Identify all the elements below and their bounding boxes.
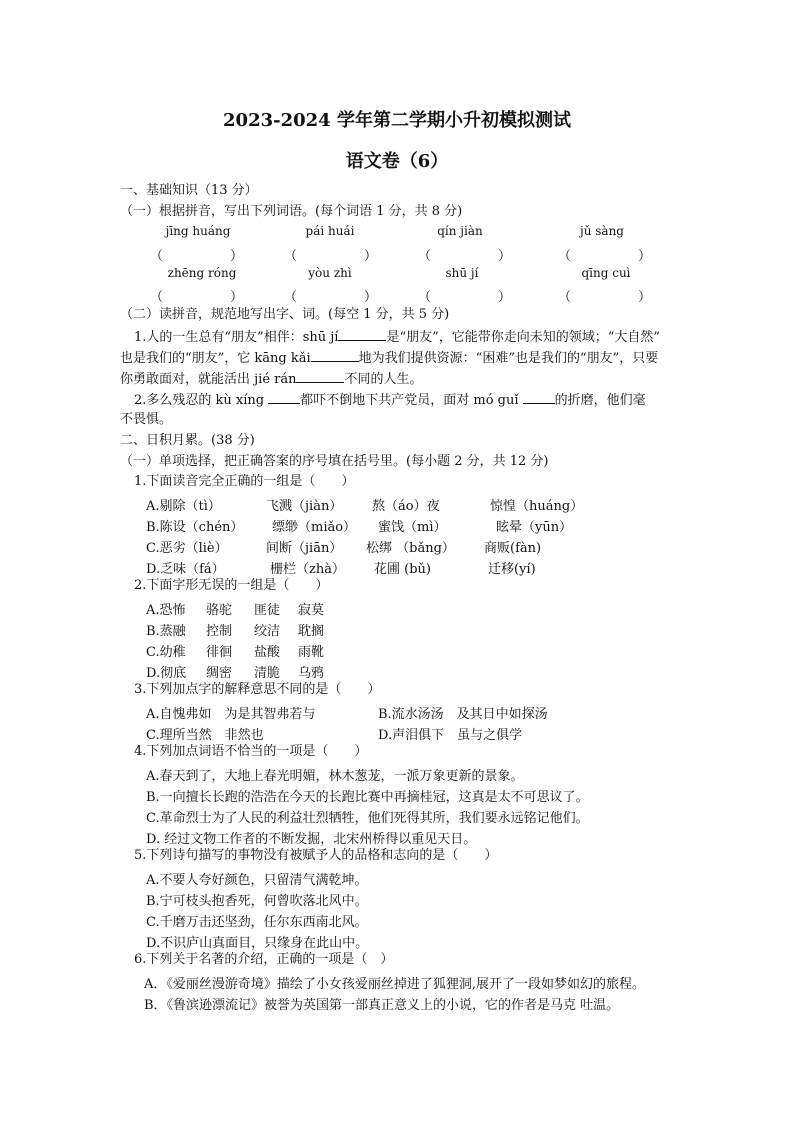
pinyin-prompt: qín jiàn (437, 224, 483, 238)
answer-paren-open: （ (418, 249, 432, 264)
answer-paren-close: ） (498, 290, 512, 305)
option-item: 绞洁 (254, 624, 281, 639)
option-item: 栅栏（zhà） (270, 562, 345, 577)
option-item: 绸密 (206, 666, 233, 681)
answer-paren-open: （ (284, 249, 298, 264)
option-item: 眩晕（yūn） (496, 520, 573, 535)
option-item: 惊惶（huáng） (490, 499, 584, 514)
answer-paren-close: ） (230, 249, 244, 264)
pinyin-prompt: zhēng róng (167, 266, 237, 280)
option-item: 熬（áo）夜 (372, 499, 440, 514)
option-item: A.恐怖 (146, 603, 186, 618)
pinyin-prompt: jǔ sàng (580, 224, 624, 238)
section-heading: 一、基础知识（13 分） (120, 183, 258, 198)
pinyin-prompt: yòu zhì (308, 266, 352, 280)
option-item: D.彻底 (146, 666, 187, 681)
option-item: A.不要人夸好颜色，只留清气满乾坤。 (146, 873, 368, 888)
option-item: B.流水汤汤 及其日中如探汤 (378, 707, 548, 722)
question-stem: 5.下列诗句描写的事物没有被赋予人的品格和志向的是（ ） (134, 848, 498, 863)
fill-text: 不同的人生。 (344, 372, 423, 387)
option-item: 商贩(fàn) (484, 541, 542, 556)
option-item: 徘徊 (206, 645, 233, 660)
answer-blank[interactable] (296, 370, 344, 383)
fill-text: 地为我们提供资源：“困难”也是我们的“朋友”，只要 (358, 351, 659, 366)
option-item: 迁移(yí) (488, 562, 536, 577)
option-item: 蜜饯（mì） (378, 520, 447, 535)
option-item: 间断（jiān） (266, 541, 343, 556)
option-item: A．《爱丽丝漫游奇境》描绘了小女孩爱丽丝掉进了狐狸洞,展开了一段如梦如幻的旅程。 (144, 977, 646, 992)
answer-blank[interactable] (311, 349, 359, 362)
option-item: 骆驼 (206, 603, 233, 618)
part-heading: （一）单项选择，把正确答案的序号填在括号里。(每小题 2 分，共 12 分) (120, 454, 549, 469)
option-item: A.剔除（tì） (146, 499, 221, 514)
option-item: B.蒸融 (146, 624, 186, 639)
option-item: D.乏味（fá） (146, 562, 225, 577)
option-item: D.不识庐山真面目，只缘身在此山中。 (146, 936, 369, 951)
question-stem: 4.下列加点词语不恰当的一项是（ ） (134, 744, 368, 759)
section-heading: 二、日积月累。(38 分) (120, 433, 255, 448)
answer-blank[interactable] (338, 328, 386, 341)
option-item: C.千磨万击还坚劲，任尔东西南北风。 (146, 915, 368, 930)
fill-text: 2.多么残忍的 kù xíng (134, 393, 265, 408)
fill-text: 是“朋友”，它能带你走向未知的领域；“大自然” (386, 330, 661, 345)
option-item: 耽搁 (298, 624, 325, 639)
option-item: C.革命烈士为了人民的利益壮烈牺牲，他们死得其所，我们要永远铭记他们。 (146, 811, 589, 826)
answer-paren-open: （ (150, 290, 164, 305)
fill-text: 你勇敢面对，就能活出 jié rán (120, 372, 297, 387)
fill-text: 的折磨，他们毫 (554, 393, 646, 408)
answer-blank[interactable] (523, 391, 555, 404)
option-item: 控制 (206, 624, 233, 639)
answer-paren-open: （ (150, 249, 164, 264)
option-item: C.理所当然 非然也 (146, 728, 264, 743)
question-stem: 2.下面字形无误的一组是（ ） (134, 578, 329, 593)
page-title: 2023-2024 学年第二学期小升初模拟测试 (223, 110, 571, 131)
option-item: C.幼稚 (146, 645, 186, 660)
fill-text: 1.人的一生总有“朋友”相伴：shū jí (134, 330, 339, 345)
option-item: 飞溅（jiàn） (266, 499, 343, 514)
part-heading: （二）读拼音，规范地写出字、词。(每空 1 分，共 5 分) (120, 307, 450, 322)
question-stem: 1.下面读音完全正确的一组是（ ） (134, 474, 355, 489)
question-stem: 3.下列加点字的解释意思不同的是（ ） (134, 682, 381, 697)
part-heading: （一）根据拼音，写出下列词语。(每个词语 1 分，共 8 分) (120, 204, 463, 219)
answer-paren-close: ） (364, 249, 378, 264)
option-item: B.陈设（chén） (146, 520, 244, 535)
option-item: D. 经过文物工作者的不断发掘，北宋州桥得以重见天日。 (146, 832, 477, 847)
answer-paren-open: （ (558, 249, 572, 264)
answer-blank[interactable] (268, 391, 300, 404)
option-item: C.恶劣（liè） (146, 541, 228, 556)
option-item: B．《鲁滨逊漂流记》被誉为英国第一部真正意义上的小说，它的作者是马克 吐温。 (144, 998, 620, 1013)
answer-paren-close: ） (230, 290, 244, 305)
answer-paren-open: （ (284, 290, 298, 305)
option-item: 花圃 (bǔ) (374, 562, 431, 577)
pinyin-prompt: shū jí (445, 266, 479, 280)
option-item: 盐酸 (254, 645, 281, 660)
page-subtitle: 语文卷（6） (345, 151, 449, 172)
answer-paren-close: ） (364, 290, 378, 305)
question-stem: 6.下列关于名著的介绍，正确的一项是（ ） (134, 952, 394, 967)
fill-line (134, 391, 646, 409)
fill-text: 都吓不倒地下共产党员，面对 mó guǐ (300, 393, 519, 408)
answer-paren-open: （ (558, 290, 572, 305)
option-item: 清脆 (254, 666, 281, 681)
option-item: 雨靴 (298, 645, 325, 660)
option-item: 松绑 （bǎng） (366, 541, 455, 556)
fill-text: 不畏惧。 (120, 412, 173, 427)
option-item: B.一向擅长长跑的浩浩在今天的长跑比赛中再摘桂冠，这真是太不可思议了。 (146, 790, 589, 805)
pinyin-prompt: jīng huáng (165, 224, 231, 238)
option-item: 寂莫 (298, 603, 325, 618)
option-item: 缥缈（miǎo） (272, 520, 357, 535)
option-item: B.宁可枝头抱香死，何曾吹落北风中。 (146, 894, 368, 909)
option-item: D.声泪俱下 虽与之俱学 (378, 728, 523, 743)
option-item: 乌鸦 (298, 666, 325, 681)
option-item: A.自愧弗如 为是其智弗若与 (146, 707, 316, 722)
option-item: 匪徒 (254, 603, 281, 618)
fill-text: 也是我们的“朋友”，它 kāng kǎi (120, 351, 311, 366)
option-item: A.春天到了，大地上春光明媚，林木葱茏，一派万象更新的景象。 (146, 769, 524, 784)
answer-paren-close: ） (638, 290, 652, 305)
answer-paren-close: ） (638, 249, 652, 264)
answer-paren-open: （ (418, 290, 432, 305)
pinyin-prompt: pái huái (305, 224, 355, 238)
fill-line (120, 349, 658, 367)
answer-paren-close: ） (498, 249, 512, 264)
pinyin-prompt: qīng cuì (581, 266, 631, 280)
fill-line (134, 328, 660, 346)
fill-line (120, 370, 423, 388)
